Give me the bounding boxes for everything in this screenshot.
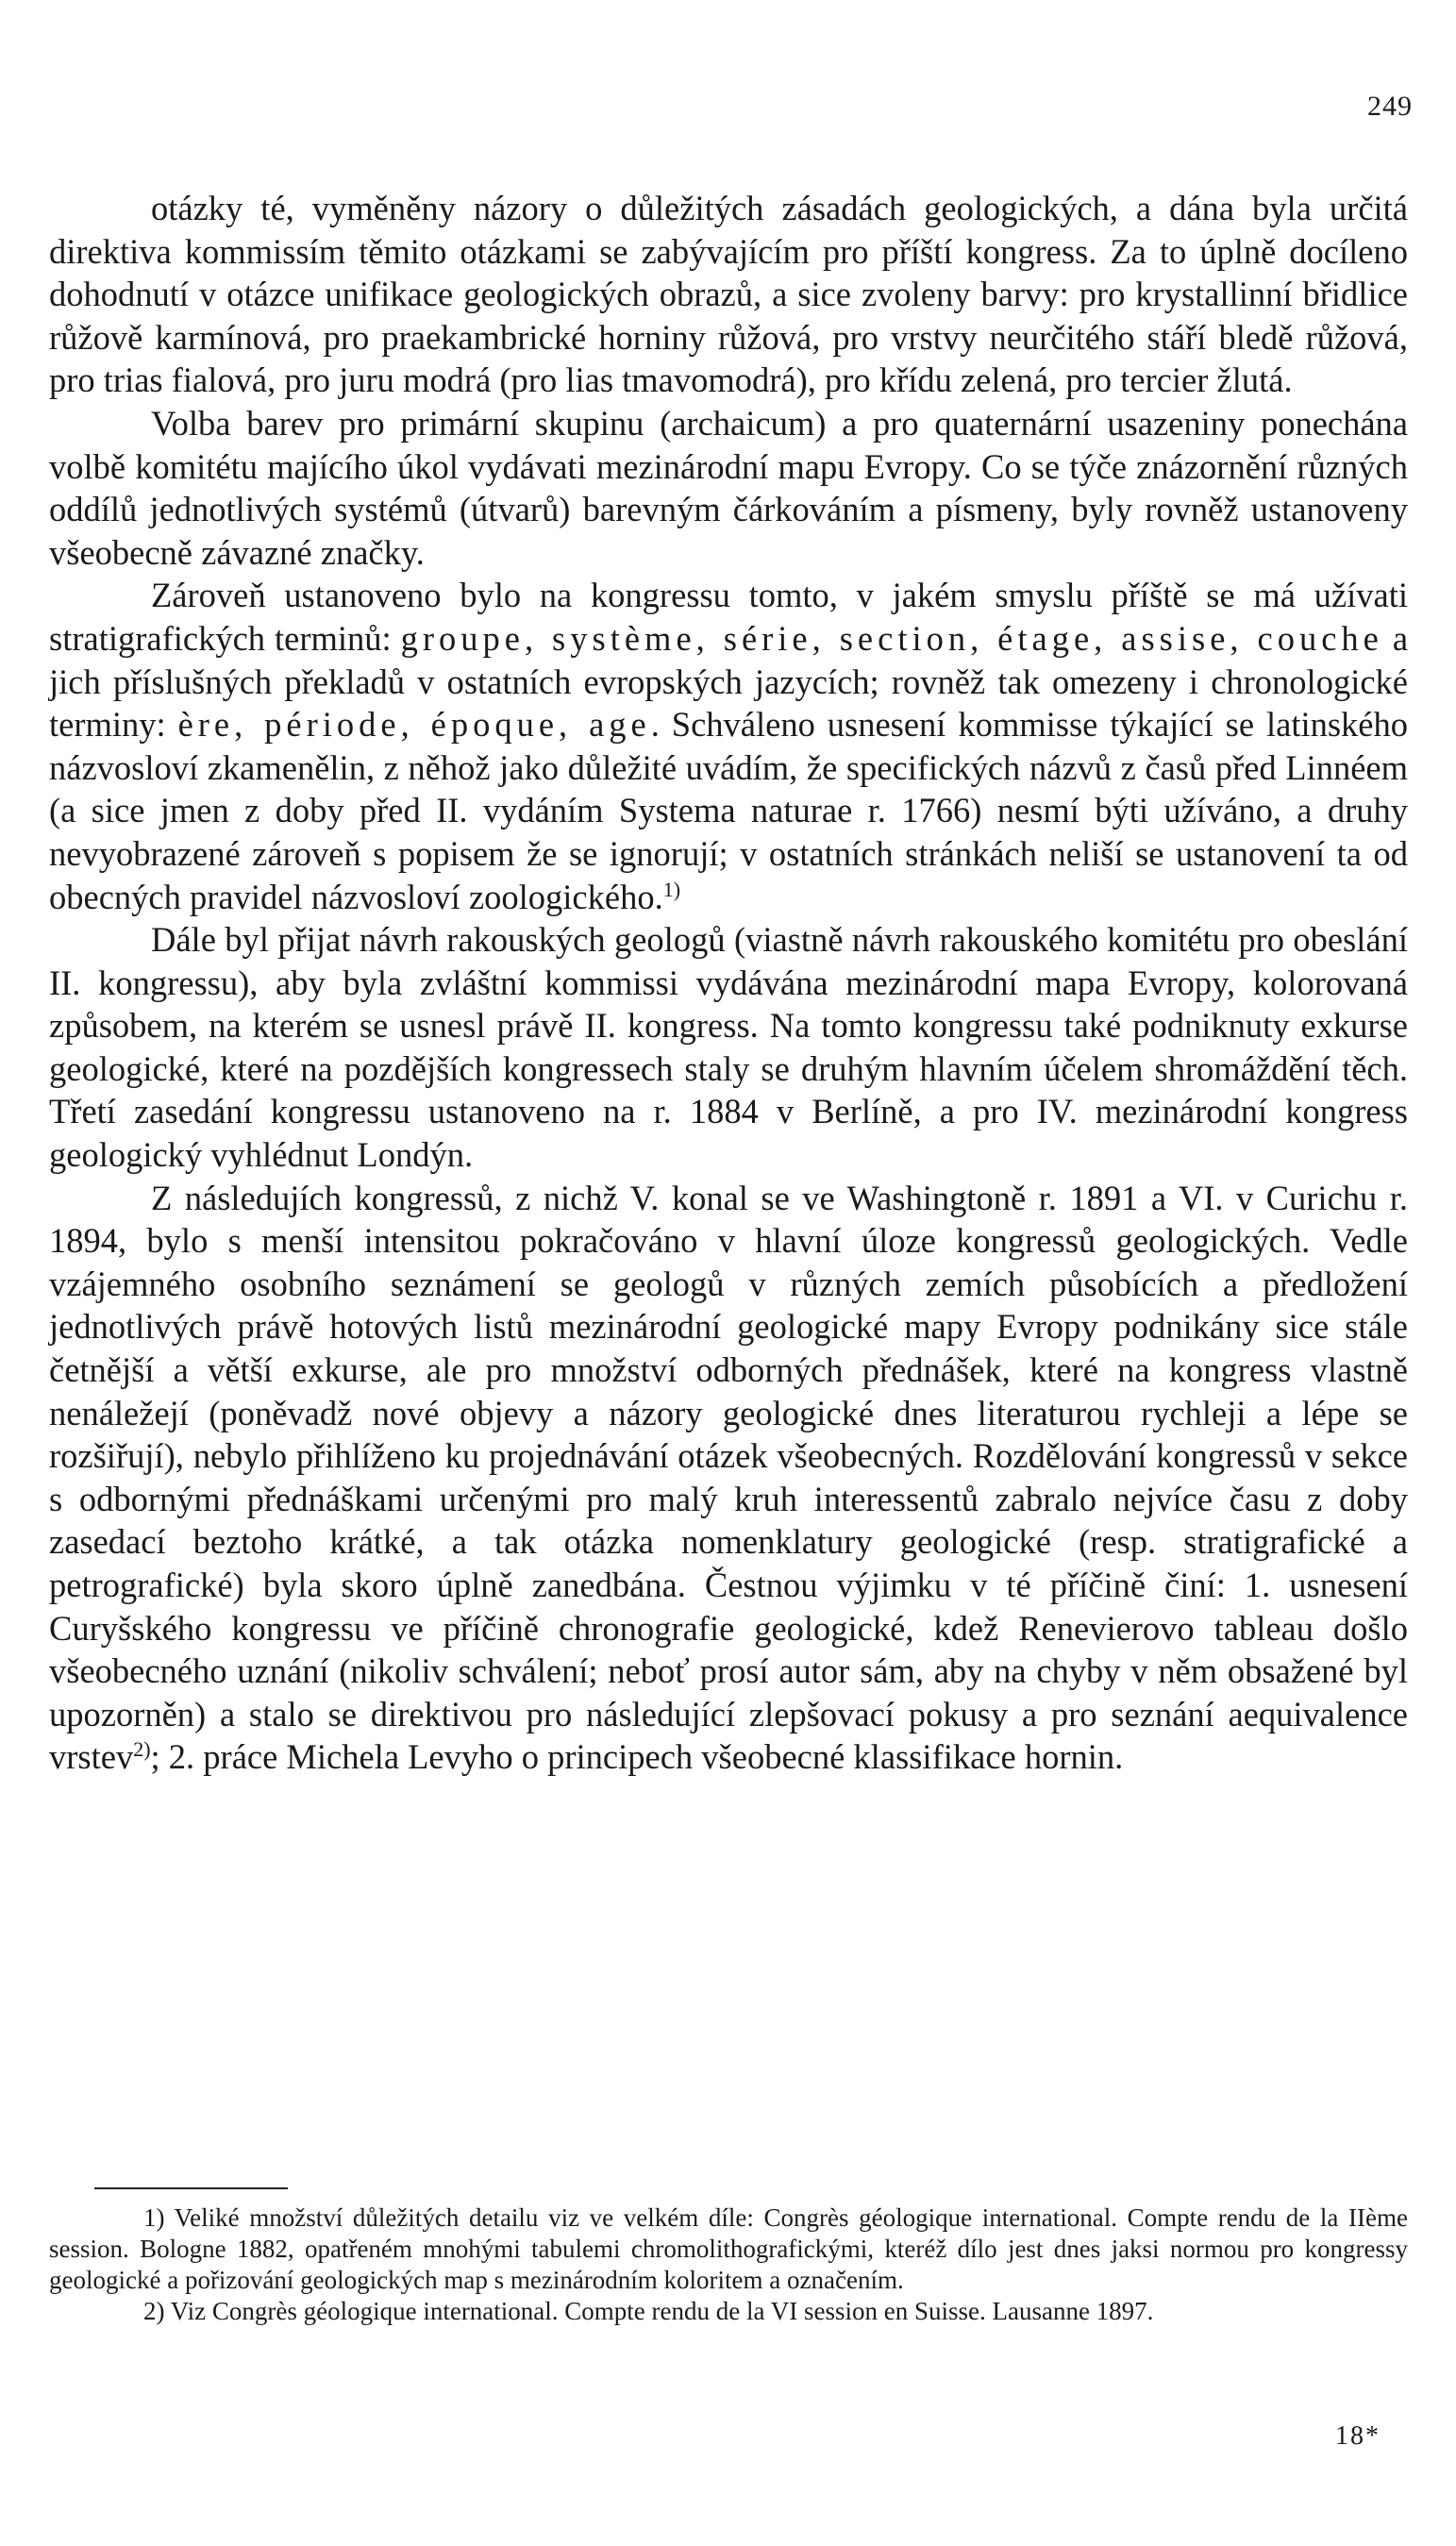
page-number: 249	[1367, 91, 1413, 122]
footnote-divider	[94, 2187, 288, 2189]
paragraph-4-text: Dále byl přijat návrh rakouských geologů (viastně návrh rakouského komitétu pro obeslání II. kongressu), aby byla zvláštní kommissi vydávána mezinárodní mapa Evropy, kolorovaná způsobem, na kterém se usnesl právě II. kongress. Na tomto kongressu také podniknuty exkurse geologické, které na pozdějších kongressech staly se druhým hlavním účelem shromáždění těch. Třetí zasedání kongressu ustanoveno na r. 1884 v Berlíně, a pro IV. mezinárodní kongress geologický vyhlédnut Londýn.	[49, 920, 1408, 1175]
paragraph-5	[49, 1177, 1408, 1779]
signature-mark: 18*	[1335, 2421, 1381, 2451]
footnote-1: 1) Veliké množství důležitých detailu viz ve velkém díle: Congrès géologique international. Compte rendu de la IIème session. Bologne 1882, opatřeném mnohými tabulemi chromolithografickými, kteréž dílo jest dnes jaksi normou pro kongressy geologické a pořizování geologických map s mezinárodním koloritem a označením.	[49, 2203, 1408, 2294]
paragraph-5-text-2: ; 2. práce Michela Levyho o principech všeobecné klassifikace hornin.	[150, 1737, 1124, 1777]
paragraph-5-text: Z následujích kongressů, z nichž V. konal se ve Washingtoně r. 1891 a VI. v Curichu r. 1894, bylo s menší intensitou pokračováno v hlavní úloze kongressů geologických. Vedle vzájemného osobního seznámení se geologů v různých zemích působících a předložení jednotlivých právě hotových listů mezinárodní geologické mapy Evropy podnikány sice stále četnější a větší exkurse, ale pro množství odborných přednášek, které na kongress vlastně nenáležejí (poněvadž nové objevy a názory geologické dnes literaturou rychleji a lépe se rozšiřují), nebylo přihlíženo ku projednávání otázek všeobecných. Rozdělování kongressů v sekce s odbornými přednáškami určenými pro malý kruh interessentů zabralo nejvíce času z doby zasedací beztoho krátké, a tak otázka nomenklatury geologické (resp. stratigrafické a petrografické) byla skoro úplně zanedbána. Čestnou výjimku v té příčině činí: 1. usnesení Curyšského kongressu ve příčině chronografie geologické, kdež Renevierovo tableau došlo všeobecného uznání (nikoliv schválení; neboť prosí autor sám, aby na chyby v něm obsažené byl upozorněn) a stalo se direktivou pro následující zlepšovací pokusy a pro seznání aequivalence vrstev	[49, 1178, 1408, 1777]
paragraph-2	[49, 402, 1408, 574]
body-text	[49, 187, 1408, 1779]
footnotes	[49, 2203, 1408, 2327]
chronologic-terms: ère, période, époque, age	[177, 705, 651, 745]
paragraph-1-text: otázky té, vyměněny názory o důležitých zásadách geologických, a dána byla určitá direktiva kommissím těmito otázkami se zabývajícím pro příští kongress. Za to úplně docíleno dohodnutí v otázce unifikace geologických obrazů, a sice zvoleny barvy: pro krystallinní břidlice růžově karmínová, pro praekambrické horniny růžová, pro vrstvy neurčitého stáří bledě růžová, pro trias fialová, pro juru modrá (pro lias tmavomodrá), pro křídu zelená, pro tercier žlutá.	[49, 189, 1408, 400]
paragraph-1	[49, 187, 1408, 402]
paragraph-3	[49, 574, 1408, 918]
stratigraphic-terms: groupe, système, série, section, étage, assise, couche	[400, 618, 1383, 658]
paragraph-3-text-2: a jich příslušných překladů v ostatních evropských jazycích; rovněž tak omezeny i chronologické terminy:	[49, 618, 1409, 745]
footnote-2: 2) Viz Congrès géologique international. Compte rendu de la VI session en Suisse. Lausanne 1897.	[143, 2297, 1154, 2325]
paragraph-2-text: Volba barev pro primární skupinu (archaicum) a pro quaternární usazeniny ponechána volbě komitétu majícího úkol vydávati mezinárodní mapu Evropy. Co se týče znázornění různých oddílů jednotlivých systémů (útvarů) barevným čárkováním a písmeny, byly rovněž ustanoveny všeobecně závazné značky.	[49, 403, 1408, 572]
paragraph-3-text-3: . Schváleno usnesení kommisse týkající se latinského názvosloví zkamenělin, z něhož jako důležité uvádím, že specifických názvů z časů před Linnéem (a sice jmen z doby před II. vydáním Systema naturae r. 1766) nesmí býti užíváno, a druhy nevyobrazené zároveň s popisem že se ignorují; v ostatních stránkách neliší se ustanovení ta od obecných pravidel názvosloví zoologického.	[49, 705, 1409, 916]
paragraph-4	[49, 918, 1408, 1177]
paragraph-3-text: Zároveň ustanoveno bylo na kongressu tomto, v jakém smyslu příště se má užívati stratigrafických terminů:	[49, 576, 1408, 658]
footnote-ref-2: 2)	[133, 1737, 151, 1762]
footnote-ref-1: 1)	[662, 877, 681, 901]
